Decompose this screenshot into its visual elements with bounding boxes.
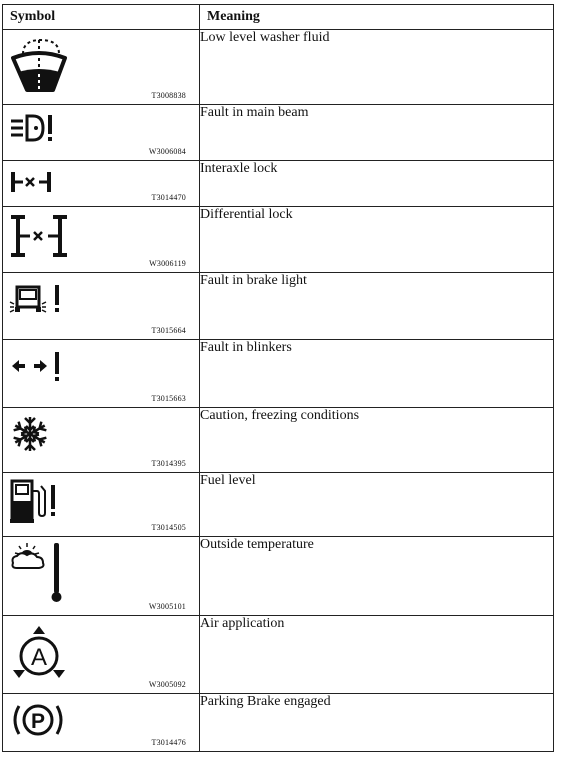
meaning-cell: Caution, freezing conditions (200, 408, 554, 473)
symbol-code: T3015663 (151, 394, 186, 403)
symbol-cell (3, 473, 200, 537)
symbol-code: T3014505 (151, 523, 186, 532)
air-application-icon (9, 620, 73, 686)
table-row (3, 207, 554, 273)
outside-temperature-icon (9, 541, 69, 609)
svg-text:P: P (30, 710, 46, 733)
table-row (3, 537, 554, 616)
meaning-cell: Fuel level (200, 473, 554, 537)
table-header-row (3, 5, 554, 30)
symbol-cell (3, 30, 200, 105)
symbol-cell (3, 408, 200, 473)
table-row (3, 616, 554, 694)
symbol-cell (3, 694, 200, 752)
table-row (3, 161, 554, 207)
meaning-cell: Fault in brake light (200, 273, 554, 340)
table-row (3, 408, 554, 473)
symbol-code: T3014470 (151, 193, 186, 202)
symbol-cell (3, 340, 200, 408)
blinker-fault-icon (9, 344, 69, 388)
symbol-code: W3006084 (148, 147, 186, 156)
symbol-code: T3014476 (151, 738, 186, 747)
symbol-code: W3005101 (148, 602, 186, 611)
interaxle-lock-icon (9, 165, 59, 199)
meaning-cell: Fault in main beam (200, 105, 554, 161)
symbol-column-header: Symbol (3, 5, 200, 30)
symbol-code: W3006119 (149, 259, 186, 268)
symbol-table (2, 4, 554, 752)
meaning-column-header: Meaning (200, 5, 554, 30)
washer-fluid-icon (9, 34, 69, 96)
symbol-cell (3, 207, 200, 273)
table-row (3, 340, 554, 408)
meaning-cell: Fault in blinkers (200, 340, 554, 408)
table-row (3, 105, 554, 161)
snowflake-icon (9, 412, 59, 456)
meaning-cell: Low level washer fluid (200, 30, 554, 105)
meaning-cell: Outside temperature (200, 537, 554, 616)
symbol-cell (3, 161, 200, 207)
table-row (3, 30, 554, 105)
symbol-code: W3005092 (148, 680, 186, 689)
main-beam-fault-icon (9, 109, 59, 149)
svg-text:A: A (30, 644, 48, 671)
symbol-cell (3, 273, 200, 340)
differential-lock-icon (9, 211, 69, 261)
symbol-code: T3008838 (151, 91, 186, 100)
symbol-code: T3015664 (151, 326, 186, 335)
fuel-level-icon (9, 477, 69, 527)
symbol-code: T3014395 (151, 459, 186, 468)
brake-light-fault-icon (9, 277, 69, 321)
meaning-cell: Air application (200, 616, 554, 694)
table-row (3, 473, 554, 537)
meaning-cell: Differential lock (200, 207, 554, 273)
parking-brake-icon (9, 698, 69, 742)
table-row (3, 694, 554, 752)
symbol-cell (3, 105, 200, 161)
table-row (3, 273, 554, 340)
meaning-cell: Interaxle lock (200, 161, 554, 207)
symbol-cell (3, 537, 200, 616)
symbol-cell (3, 616, 200, 694)
meaning-cell: Parking Brake engaged (200, 694, 554, 752)
